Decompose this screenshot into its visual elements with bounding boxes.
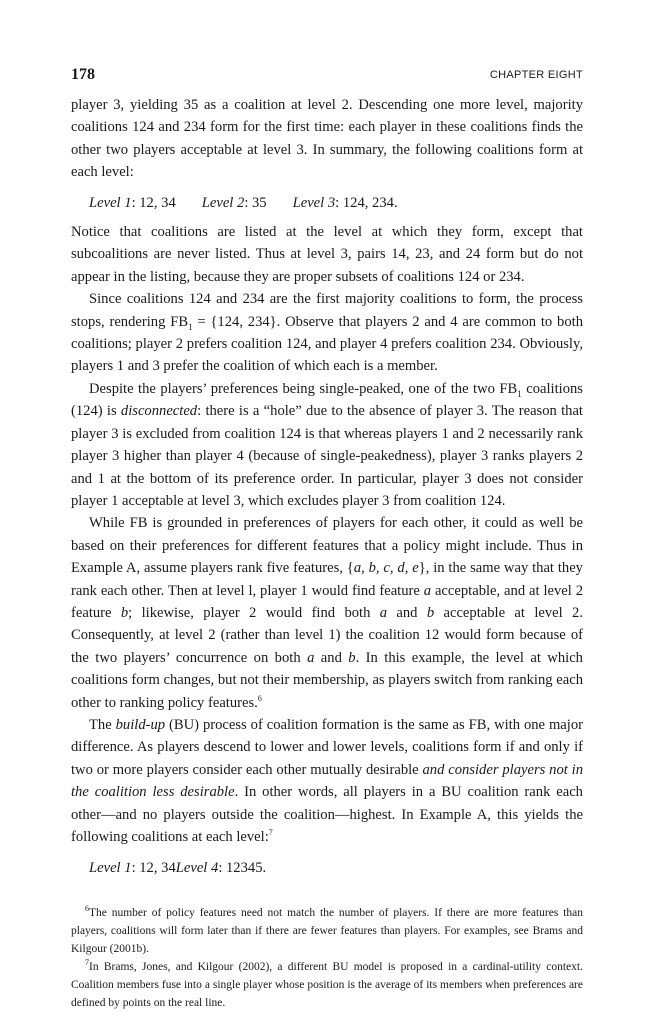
paragraph: Since coalitions 124 and 234 are the first majority coalitions to form, the process stops, rendering $FB_1 = \{124$, 234}. Observe that players 2 and 4 are common to both coalitions; player 2 prefers coalition 124, and player 4 prefers coalition 234. Obviously, players 1 and 3 prefer the coalition of which each is a member. bbox=[71, 291, 583, 375]
body-text bbox=[71, 94, 583, 880]
page-number: 178 bbox=[71, 66, 95, 83]
level-listing: Level 1: 12, 34 Level 2: 35 Level 3: 124, 234. bbox=[89, 194, 398, 211]
paragraph: Despite the players’ preferences being single-peaked, one of the two $FB_1$ coalitions (124) is disconnected: there is a “hole” due to the absence of player 3. The reason that player 3 is excluded from coalition 124 is that whereas players 1 and 2 necessarily rank player 3 higher than player 4 (because of single-peakedness), player 3 ranks players 2 and 1 at the bottom of its preference order. In particular, player 3 does not consider player 1 acceptable at level 3, which excludes player 3 from coalition 124. bbox=[71, 380, 583, 509]
paragraph: While FB is grounded in preferences of players for each other, it could as well be based on their preferences for different features that a policy might include. Thus in Example A, assume players rank five features, {a, b, c, d, e}, in the same way that they rank each other. Then at level l, player 1 would find feature a acceptable, and at level 2 feature b; likewise, player 2 would find both a and b acceptable at level 2. Consequently, at level 2 (rather than level 1) the coalition 12 would form because of the two players’ concurrence on both a and b. In this example, the level at which coalitions form changes, but not their membership, as players switch from ranking each other to ranking policy features.$^6$ bbox=[71, 515, 583, 711]
footnote-ref[interactable]: 7 bbox=[268, 828, 273, 838]
footnotes bbox=[71, 904, 583, 1012]
paragraph: player 3, yielding 35 as a coalition at level 2. Descending one more level, majority coalitions 124 and 234 form for the first time: each player in these coalitions finds the other two players acceptable at level 3. In summary, the following coalitions form at each level: bbox=[71, 97, 583, 181]
footnote-ref[interactable]: 6 bbox=[257, 693, 262, 703]
paragraph: Notice that coalitions are listed at the level at which they form, except that subcoalitions are never listed. Thus at level 3, pairs 14, 23, and 24 form but do not appear in the listing, because they are proper subsets of coalitions 124 or 234. bbox=[71, 224, 583, 285]
level-listing: Level 1: 12, 34Level 4: 12345. bbox=[89, 860, 267, 877]
footnote-7: $^7$In Brams, Jones, and Kilgour (2002), a different BU model is proposed in a cardinal-utility context. Coalition members fuse into a single player whose position is the average of its members when preferences are defined by points on the real line. bbox=[71, 957, 583, 1009]
running-head: CHAPTER EIGHT bbox=[489, 69, 583, 81]
book-page bbox=[71, 66, 583, 1012]
footnote-6: $^6$The number of policy features need not match the number of players. If there are more features than players, coalitions will form later than if there are fewer features than players. For examples, see Brams and Kilgour (2001b). bbox=[71, 903, 583, 955]
paragraph: The build-up (BU) process of coalition formation is the same as FB, with one major difference. As players descend to lower and lower levels, coalitions form if and only if two or more players consider each other mutually desirable and consider players not in the coalition less desirable. In other words, all players in a BU coalition rank each other—and no players outside the coalition—highest. In Example A, this yields the following coalitions at each level:$^7$ bbox=[71, 716, 583, 845]
page-header bbox=[71, 66, 583, 94]
